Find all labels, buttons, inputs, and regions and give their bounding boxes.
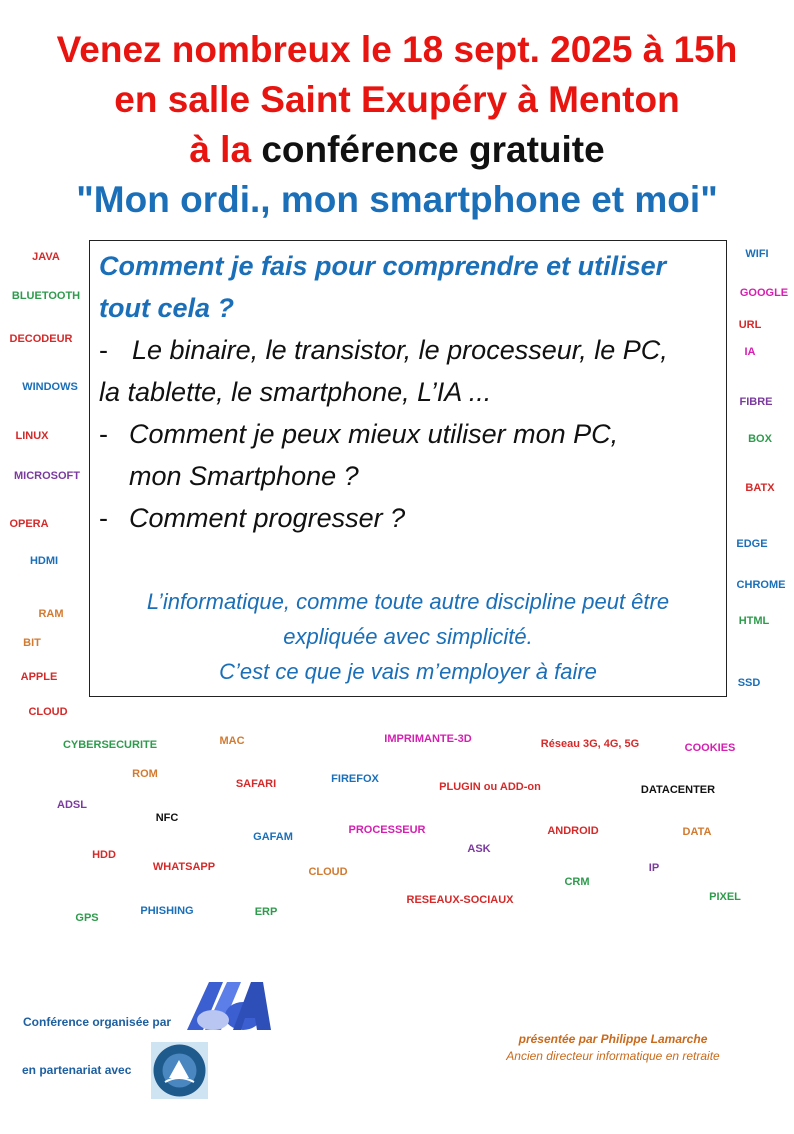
closing-line-3: C’est ce que je vais m’employer à faire [219,659,597,684]
keyword: HTML [738,615,770,627]
bullet-dash-3: - [99,503,108,533]
keyword: RAM [38,608,64,620]
bullet-dash-1: - [99,335,108,365]
headline-conference-label: conférence gratuite [261,129,605,170]
keyword: GPS [75,912,99,924]
bullet-3: Comment progresser ? [129,503,406,533]
keyword: HDMI [29,555,59,567]
keyword: HDD [92,849,116,861]
bullet-2-line-2: mon Smartphone ? [129,461,359,491]
headline-date: Venez nombreux le 18 sept. 2025 à 15h [56,29,738,70]
bullet-2-line-1: Comment je peux mieux utiliser mon PC, [129,419,619,449]
headline-conference-prefix: à la [189,129,252,170]
keyword: NFC [155,812,179,824]
keyword: WINDOWS [22,381,78,393]
keyword: DATACENTER [640,784,716,796]
closing-line-2: expliquée avec simplicité. [283,624,533,649]
keyword: LINUX [15,430,49,442]
keyword: BIT [23,637,41,649]
keyword: APPLE [20,671,58,683]
keyword: PHISHING [140,905,194,917]
keyword: ERP [254,906,278,918]
headline-conference [0,128,794,172]
question-line-2: tout cela ? [99,293,235,323]
keyword: SSD [737,677,761,689]
keyword: DATA [682,826,712,838]
organiser-logo [185,976,273,1032]
keyword: EDGE [736,538,768,550]
keyword: FIBRE [739,396,773,408]
keyword: SAFARI [235,778,277,790]
conference-title: "Mon ordi., mon smartphone et moi" [76,179,718,220]
keyword: CLOUD [28,706,68,718]
keyword: Réseau 3G, 4G, 5G [540,738,640,750]
partner-seal [151,1042,208,1099]
keyword: CLOUD [308,866,348,878]
presenter-name: présentée par Philippe Lamarche [518,1032,708,1046]
keyword: IMPRIMANTE-3D [384,733,472,745]
question-line-1: Comment je fais pour comprendre et utiliser [99,251,667,281]
keyword: IP [648,862,660,874]
keyword: WHATSAPP [152,861,216,873]
keyword: ANDROID [547,825,599,837]
keyword: CYBERSECURITE [62,739,158,751]
keyword: GOOGLE [739,287,789,299]
presenter-title: Ancien directeur informatique en retraite [506,1049,720,1063]
partner-label: en partenariat avec [22,1063,132,1077]
keyword: ASK [467,843,491,855]
keyword: MAC [219,735,245,747]
organised-by-label: Conférence organisée par [23,1015,172,1029]
keyword: OPERA [9,518,49,530]
bullet-dash-2: - [99,419,108,449]
headline-venue: en salle Saint Exupéry à Menton [114,79,680,120]
keyword: CRM [564,876,590,888]
keyword: URL [738,319,762,331]
bullet-1-line-2: la tablette, le smartphone, L’IA ... [99,377,492,407]
keyword: FIREFOX [331,773,379,785]
closing-line-1: L’informatique, comme toute autre discipline peut être [146,589,670,614]
keyword: WIFI [745,248,769,260]
keyword: DECODEUR [9,333,73,345]
keyword: GAFAM [253,831,293,843]
keyword: IA [744,346,756,358]
keyword: PIXEL [709,891,741,903]
keyword: ROM [132,768,158,780]
bullet-1-line-1: Le binaire, le transistor, le processeur, le PC, [132,335,668,365]
keyword: RESEAUX-SOCIAUX [406,894,514,906]
keyword: ADSL [57,799,87,811]
keyword: PROCESSEUR [348,824,426,836]
content-box [89,240,727,697]
keyword: MICROSOFT [14,470,80,482]
keyword: CHROME [736,579,786,591]
keyword: PLUGIN ou ADD-on [439,781,541,793]
keyword: COOKIES [684,742,736,754]
keyword: BOX [748,433,772,445]
keyword: BATX [745,482,775,494]
keyword: BLUETOOTH [11,290,81,302]
keyword: JAVA [32,251,60,263]
